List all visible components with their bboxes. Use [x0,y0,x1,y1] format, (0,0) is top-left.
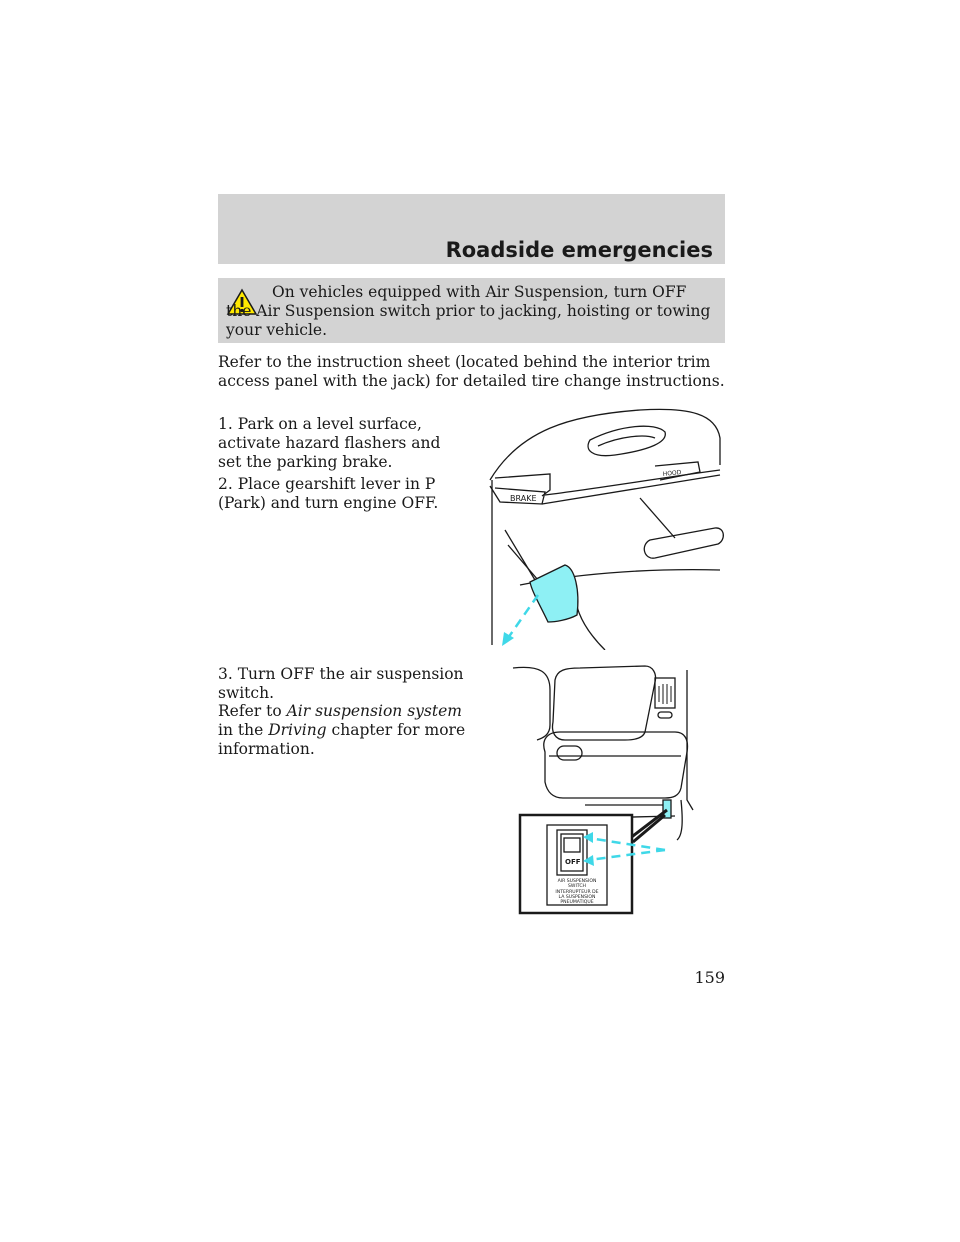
warning-text: On vehicles equipped with Air Suspension, turn OFF the Air Suspension switch prior to jacking, hoisting or towing your vehicle. [226,283,711,339]
air-suspension-switch-illustration [505,660,705,915]
step-2: 2. Place gearshift lever in P (Park) and turn engine OFF. [218,475,439,512]
parking-brake-illustration [480,400,730,650]
switch-caption-en-2: SWITCH [567,884,587,889]
step-3: 3. Turn OFF the air suspension switch. [218,665,464,702]
reference-middle: in the [218,721,269,739]
air-suspension-reference [218,702,468,759]
hood-label: HOOD [662,469,682,478]
reference-suffix: chapter for more information. [218,721,466,758]
chapter-header-band [218,194,725,264]
switch-off-label: OFF [565,858,581,866]
switch-caption-fr-3: PNEUMATIQUE [560,900,594,905]
chapter-title: Roadside emergencies [445,238,713,262]
warning-box [218,278,725,343]
reference-section-link: Air suspension system [286,702,462,720]
switch-caption-en-1: AIR SUSPENSION [557,879,597,884]
switch-caption-fr-2: LA SUSPENSION [558,895,596,900]
instruction-sheet-paragraph: Refer to the instruction sheet (located behind the interior trim access panel with the jack) for detailed tire change instructions. [218,353,725,390]
brake-label: BRAKE [510,494,537,503]
page-number: 159 [694,968,725,987]
reference-chapter-name: Driving [268,721,327,739]
reference-prefix: Refer to [218,702,287,720]
switch-caption-fr-1: INTERRUPTEUR DE [555,890,599,895]
step-1: 1. Park on a level surface, activate hazard flashers and set the parking brake. [218,415,441,471]
